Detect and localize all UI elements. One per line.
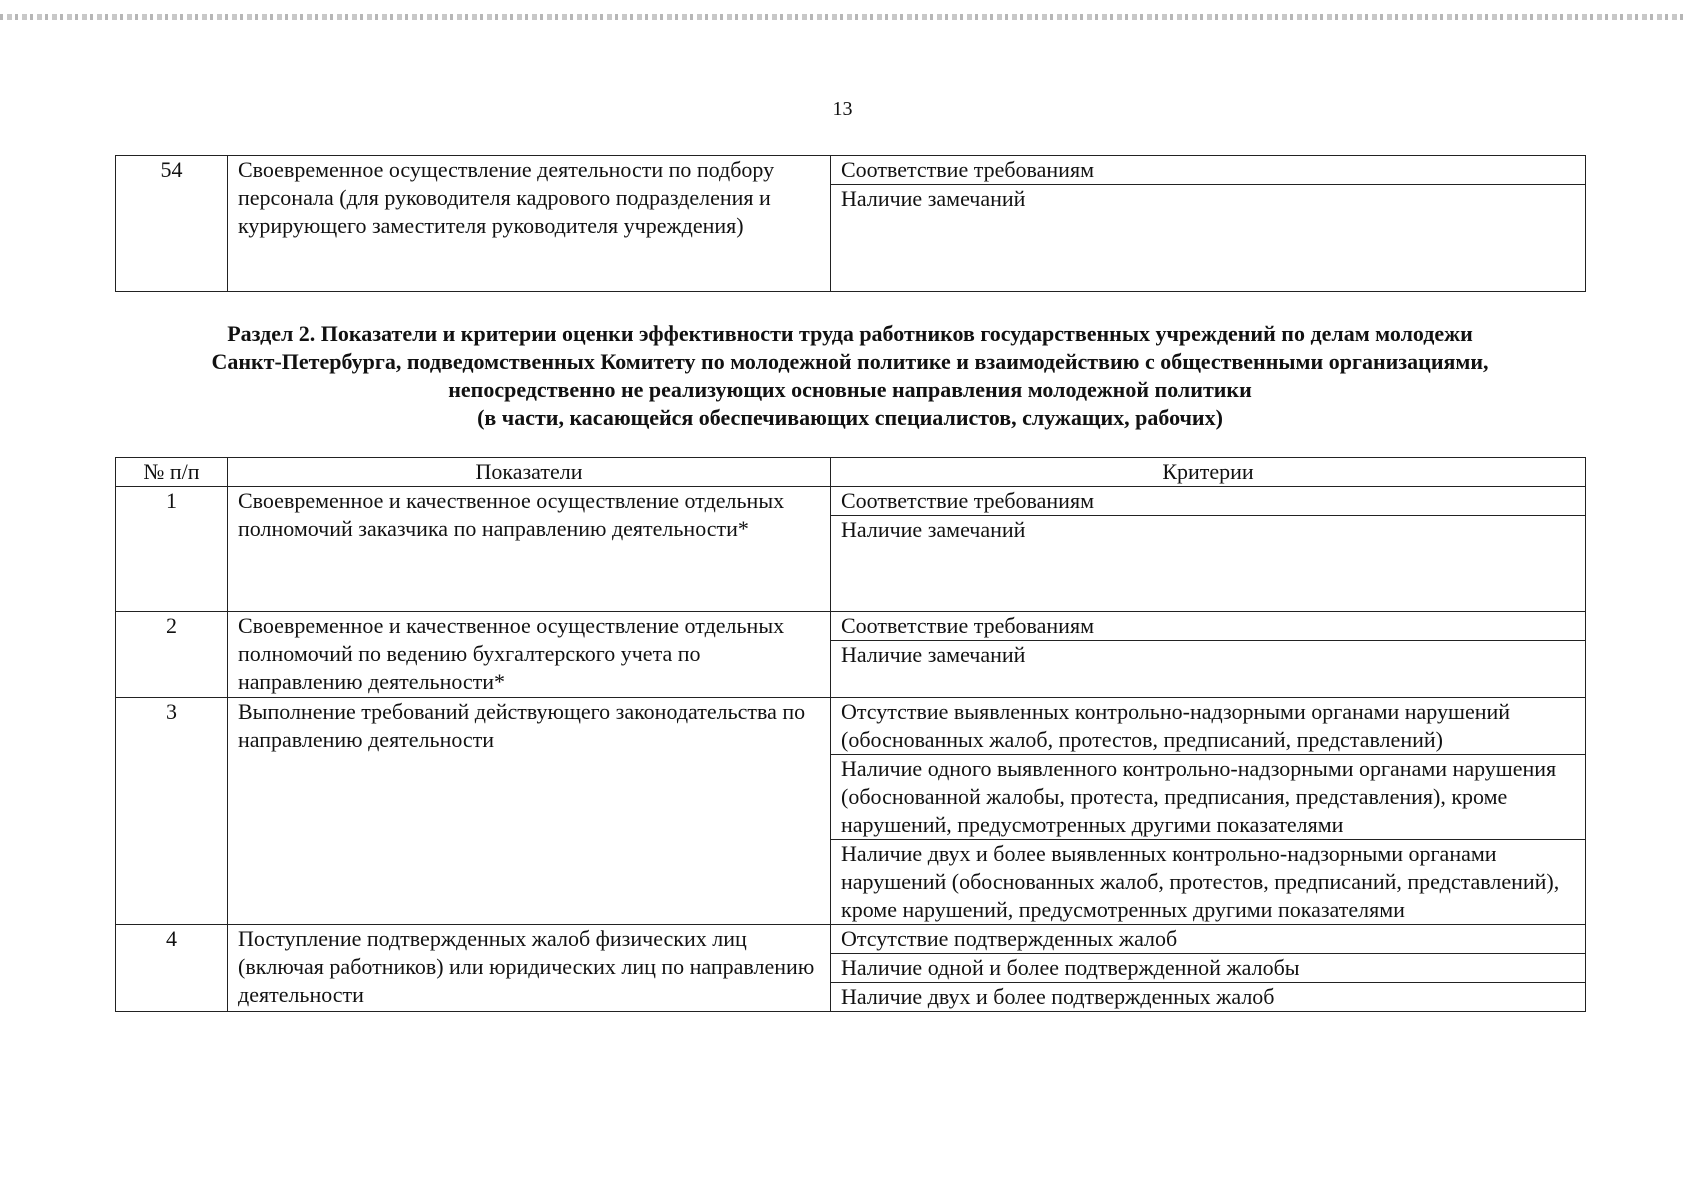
section-heading-line: Санкт-Петербурга, подведомственных Комитету по молодежной политике и взаимодействию с общественными организациями, xyxy=(211,349,1489,374)
page-number: 13 xyxy=(832,98,853,120)
column-header-number: № п/п xyxy=(116,458,228,487)
table-row xyxy=(116,612,1586,641)
indicator-cell: Своевременное и качественное осуществление отдельных полномочий заказчика по направлению деятельности* xyxy=(228,487,831,612)
table-header-row xyxy=(116,458,1586,487)
indicator-cell: Поступление подтвержденных жалоб физических лиц (включая работников) или юридических лиц по направлению деятельности xyxy=(228,925,831,1012)
criterion-cell: Наличие замечаний xyxy=(831,185,1586,292)
table-row xyxy=(116,698,1586,755)
row-number: 1 xyxy=(116,487,228,612)
continued-table xyxy=(115,155,1586,292)
column-header-criteria: Критерии xyxy=(831,458,1586,487)
table-row xyxy=(116,156,1586,185)
indicators-table xyxy=(115,457,1586,1012)
row-number: 54 xyxy=(116,156,228,292)
criterion-cell: Наличие одного выявленного контрольно-надзорными органами нарушения (обоснованной жалобы, протеста, предписания, представления), кроме нарушений, предусмотренных другими показателями xyxy=(831,755,1586,840)
criterion-cell: Соответствие требованиям xyxy=(831,156,1586,185)
criterion-cell: Отсутствие подтвержденных жалоб xyxy=(831,925,1586,954)
row-number: 4 xyxy=(116,925,228,1012)
table-row xyxy=(116,487,1586,516)
table-row xyxy=(116,925,1586,954)
criterion-cell: Отсутствие выявленных контрольно-надзорными органами нарушений (обоснованных жалоб, протестов, предписаний, представлений) xyxy=(831,698,1586,755)
indicator-cell: Своевременное осуществление деятельности по подбору персонала (для руководителя кадрового подразделения и курирующего заместителя руководителя учреждения) xyxy=(228,156,831,292)
criterion-cell: Наличие двух и более подтвержденных жалоб xyxy=(831,983,1586,1012)
criterion-cell: Наличие замечаний xyxy=(831,641,1586,698)
section-heading-line: (в части, касающейся обеспечивающих специалистов, служащих, рабочих) xyxy=(477,405,1223,430)
criterion-cell: Наличие замечаний xyxy=(831,516,1586,612)
indicator-cell: Выполнение требований действующего законодательства по направлению деятельности xyxy=(228,698,831,925)
criterion-cell: Наличие двух и более выявленных контрольно-надзорными органами нарушений (обоснованных жалоб, протестов, предписаний, представлений), кроме нарушений, предусмотренных другими показателями xyxy=(831,840,1586,925)
section-heading-line: непосредственно не реализующих основные направления молодежной политики xyxy=(448,377,1252,402)
row-number: 3 xyxy=(116,698,228,925)
row-number: 2 xyxy=(116,612,228,698)
section-heading xyxy=(100,320,1600,432)
criterion-cell: Соответствие требованиям xyxy=(831,487,1586,516)
criterion-cell: Наличие одной и более подтвержденной жалобы xyxy=(831,954,1586,983)
criterion-cell: Соответствие требованиям xyxy=(831,612,1586,641)
column-header-indicators: Показатели xyxy=(228,458,831,487)
scan-edge-artifact xyxy=(0,14,1685,20)
section-heading-line: Раздел 2. Показатели и критерии оценки эффективности труда работников государственных учреждений по делам молодежи xyxy=(227,321,1473,346)
indicator-cell: Своевременное и качественное осуществление отдельных полномочий по ведению бухгалтерского учета по направлению деятельности* xyxy=(228,612,831,698)
